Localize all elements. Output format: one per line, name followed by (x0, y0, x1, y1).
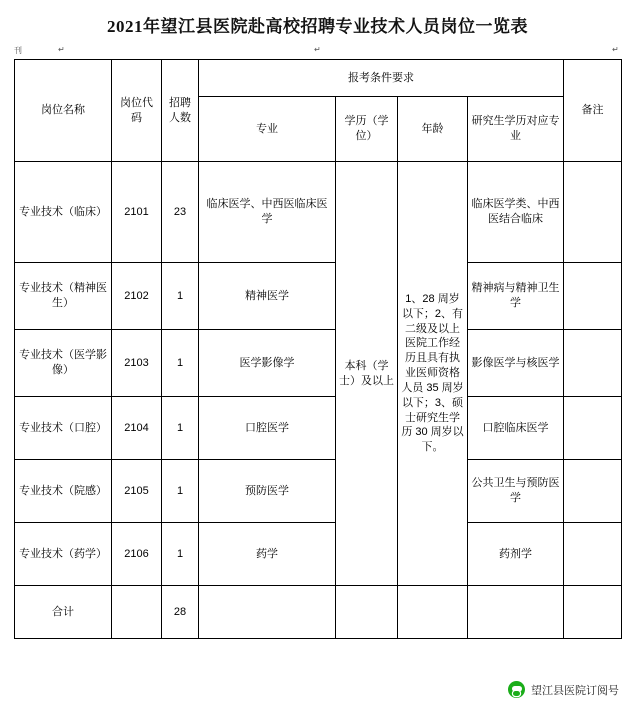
cell-grad-major: 口腔临床医学 (468, 397, 564, 460)
cell-grad-major: 公共卫生与预防医学 (468, 460, 564, 523)
header-remark: 备注 (564, 60, 622, 162)
cell-hire-count: 1 (162, 523, 199, 586)
wechat-logo-icon (508, 681, 525, 698)
cell-total-remark (564, 586, 622, 639)
cell-major: 预防医学 (199, 460, 336, 523)
cell-major: 精神医学 (199, 263, 336, 330)
table-row (15, 460, 622, 523)
header-grad-major: 研究生学历对应专业 (468, 97, 564, 162)
cell-hire-count: 1 (162, 460, 199, 523)
header-hire-count: 招聘人数 (162, 60, 199, 162)
edit-mark: ↵ (612, 45, 619, 54)
cell-grad-major: 药剂学 (468, 523, 564, 586)
cell-job-code: 2105 (112, 460, 162, 523)
edit-mark: 刊 (14, 46, 22, 55)
table-row (15, 162, 622, 263)
cell-job-name: 专业技术（药学） (15, 523, 112, 586)
cell-remark (564, 397, 622, 460)
cell-total-grad-major (468, 586, 564, 639)
cell-job-code: 2106 (112, 523, 162, 586)
cell-major: 医学影像学 (199, 330, 336, 397)
cell-remark (564, 460, 622, 523)
cell-job-name: 专业技术（口腔） (15, 397, 112, 460)
wechat-account-badge (508, 681, 619, 698)
header-education: 学历（学位） (336, 97, 398, 162)
cell-job-code: 2101 (112, 162, 162, 263)
cell-total-hire-count: 28 (162, 586, 199, 639)
cell-total-label: 合计 (15, 586, 112, 639)
job-list-table-wrapper (14, 59, 621, 639)
cell-job-name: 专业技术（院感） (15, 460, 112, 523)
cell-total-major (199, 586, 336, 639)
cell-hire-count: 1 (162, 397, 199, 460)
cell-major: 口腔医学 (199, 397, 336, 460)
cell-education: 本科（学士）及以上 (336, 162, 398, 586)
cell-grad-major: 影像医学与核医学 (468, 330, 564, 397)
cell-grad-major: 精神病与精神卫生学 (468, 263, 564, 330)
table-row (15, 263, 622, 330)
wechat-account-name: 望江县医院订阅号 (531, 684, 619, 697)
cell-remark (564, 162, 622, 263)
table-header-row-1 (15, 60, 622, 97)
cell-job-code: 2103 (112, 330, 162, 397)
cell-total-job-code (112, 586, 162, 639)
table-row (15, 523, 622, 586)
header-age: 年龄 (398, 97, 468, 162)
header-conditions-group: 报考条件要求 (199, 60, 564, 97)
cell-hire-count: 1 (162, 263, 199, 330)
cell-grad-major: 临床医学类、中西医结合临床 (468, 162, 564, 263)
cell-age: 1、28 周岁以下；2、有二级及以上医院工作经历且具有执业医师资格人员 35 周岁以下；3、硕士研究生学历 30 周岁以下。 (398, 162, 468, 586)
cell-remark (564, 330, 622, 397)
header-major: 专业 (199, 97, 336, 162)
edit-mark: ↵ (58, 45, 65, 54)
job-list-table (14, 59, 622, 639)
page-title: 2021年望江县医院赴高校招聘专业技术人员岗位一览表 (107, 17, 528, 36)
cell-job-code: 2102 (112, 263, 162, 330)
header-job-name: 岗位名称 (15, 60, 112, 162)
table-row (15, 330, 622, 397)
cell-major: 临床医学、中西医临床医学 (199, 162, 336, 263)
table-total-row (15, 586, 622, 639)
cell-total-age (398, 586, 468, 639)
cell-hire-count: 23 (162, 162, 199, 263)
cell-job-name: 专业技术（精神医生） (15, 263, 112, 330)
cell-job-name: 专业技术（医学影像） (15, 330, 112, 397)
header-job-code: 岗位代码 (112, 60, 162, 162)
table-row (15, 397, 622, 460)
cell-total-education (336, 586, 398, 639)
edit-marks-row (14, 45, 621, 59)
cell-job-name: 专业技术（临床） (15, 162, 112, 263)
cell-major: 药学 (199, 523, 336, 586)
cell-job-code: 2104 (112, 397, 162, 460)
cell-remark (564, 523, 622, 586)
cell-hire-count: 1 (162, 330, 199, 397)
cell-remark (564, 263, 622, 330)
edit-mark: ↵ (314, 45, 321, 54)
